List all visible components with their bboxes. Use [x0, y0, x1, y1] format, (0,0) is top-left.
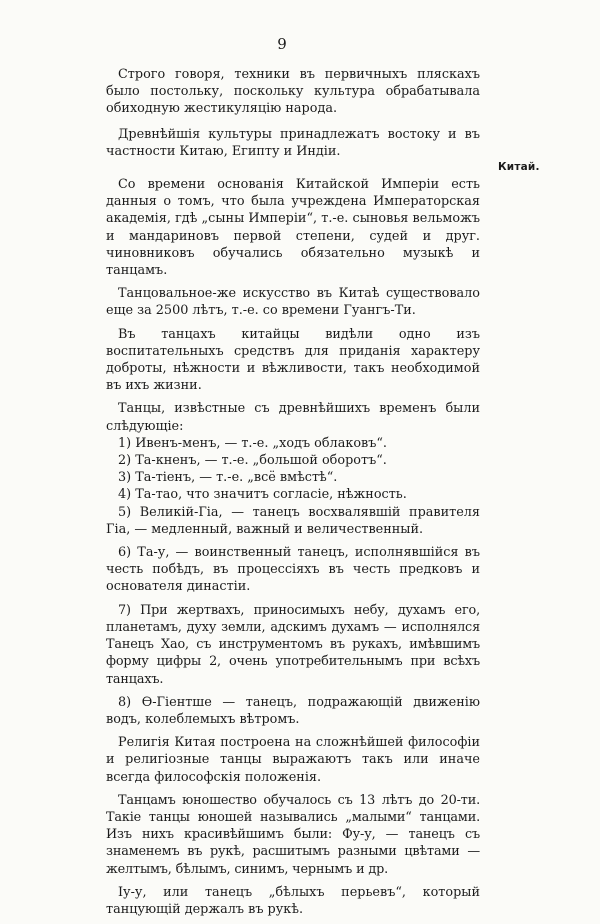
paragraph-gap: [106, 166, 480, 176]
page-number: 9: [277, 35, 287, 53]
paragraph: Іу-у, или танецъ „бѣлыхъ перьевъ“, который танцующій держалъ въ рукѣ.: [106, 884, 480, 917]
list-item: 5) Великій-Гіа, — танецъ восхвалявшій правителя Гіа, — медленный, важный и величественный.: [106, 504, 480, 537]
paragraph: Танцамъ юношество обучалось съ 13 лѣтъ до 20-ти. Такіе танцы юношей назывались „малыми“ танцами. Изъ нихъ красивѣйшимъ были: Фу-у, — танецъ съ знаменемъ въ рукѣ, расшитымъ разными цвѣтами — желтымъ, бѣлымъ, синимъ, чернымъ и др.: [106, 792, 480, 877]
list-item: 8) Ѳ-Гіентше — танецъ, подражающій движенію водъ, колеблемыхъ вѣтромъ.: [106, 694, 480, 727]
list-item: 2) Та-кненъ, — т.-е. „большой оборотъ“.: [118, 453, 387, 469]
page-body: [106, 66, 480, 924]
list-item: 3) Та-тіенъ, — т.-е. „всё вмѣстѣ“.: [118, 470, 338, 486]
list-item: 1) Ивенъ-менъ, — т.-е. „ходъ облаковъ“.: [118, 435, 387, 451]
margin-note: Китай.: [498, 161, 540, 173]
list-item: 4) Та-тао, что значитъ согласіе, нѣжность.: [118, 487, 407, 503]
paragraph: Древнѣйшія культуры принадлежатъ востоку и въ частности Китаю, Египту и Индіи.: [106, 126, 480, 159]
list-item: 7) При жертвахъ, приносимыхъ небу, духамъ его, планетамъ, духу земли, адскимъ духамъ — исполнялся Танецъ Хао, съ инструментомъ въ рукахъ, имѣвшимъ форму цифры 2, очень употребительнымъ при всѣхъ танцахъ.: [106, 602, 480, 687]
paragraph: Со времени основанія Китайской Имперіи есть данныя о томъ, что была учреждена Императорская академія, гдѣ „сыны Имперіи“, т.-е. сыновья вельможъ и мандариновъ первой степени, судей и друг. чиновниковъ обучались обязательно музыкѣ и танцамъ.: [106, 177, 480, 279]
paragraph: Религія Китая построена на сложнѣйшей философіи и религіозные танцы выражаютъ такъ или иначе всегда философскія положенія.: [106, 735, 480, 785]
paragraph: Строго говоря, техники въ первичныхъ пляскахъ было постольку, поскольку культура обрабатывала обиходную жестикуляцію народа.: [106, 67, 480, 117]
list-item: 6) Та-у, — воинственный танецъ, исполнявшійся въ честь побѣдъ, въ процессіяхъ въ честь предковъ и основателя династіи.: [106, 545, 480, 595]
paragraph: Танцовальное-же искусство въ Китаѣ существовало еще за 2500 лѣтъ, т.-е. со времени Гуангъ-Ти.: [106, 286, 480, 319]
list-intro: Танцы, извѣстные съ древнѣйшихъ временъ были слѣдующіе:: [106, 401, 480, 434]
paragraph: Въ танцахъ китайцы видѣли одно изъ воспитательныхъ средствъ для приданія характеру доброты, нѣжности и вѣжливости, такъ необходимой въ ихъ жизни.: [106, 326, 480, 394]
